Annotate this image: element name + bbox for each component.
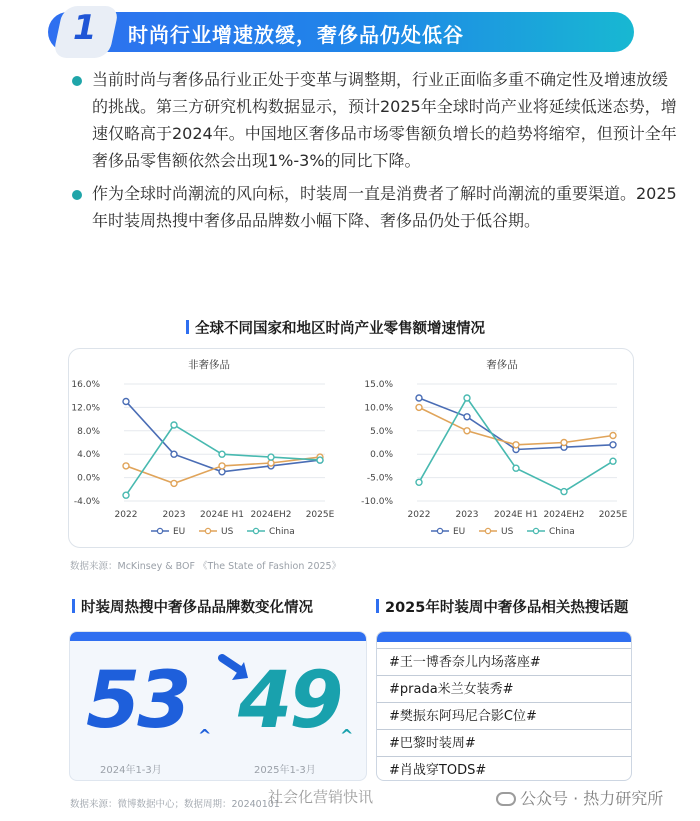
- watermark-right-text: 公众号 · 热力研究所: [520, 789, 664, 808]
- x-tick-label: 2025E: [598, 510, 628, 520]
- bullet-text: 当前时尚与奢侈品行业正处于变革与调整期，行业正面临多重不确定性及增速放缓的挑战。第三方研究机构数据显示，预计2025年全球时尚产业将延续低迷态势，增速仅略高于2024年。中国地区奢侈品市场零售额负增长的趋势将缩窄，但预计全年奢侈品零售额依然会出现1%-3%的同比下降。: [92, 70, 677, 170]
- hot-topics-panel: [376, 631, 632, 781]
- data-point-china: [317, 457, 323, 463]
- y-tick-label: 16.0%: [71, 380, 100, 390]
- data-point-china: [610, 458, 616, 464]
- legend-label: EU: [453, 527, 466, 537]
- brand-source: 数据来源：微博数据中心；数据周期：20240101: [70, 799, 280, 810]
- bullet-dot-icon: [72, 190, 82, 200]
- title-accent-bar: [72, 599, 75, 613]
- data-point-china: [561, 489, 567, 495]
- hot-topics-title: [376, 596, 628, 617]
- watermark-right: [496, 786, 663, 809]
- legend-marker: [205, 528, 210, 533]
- x-tick-label: 2024EH2: [250, 510, 292, 520]
- watermark-text: 社会化营销快讯: [268, 788, 374, 806]
- y-tick-label: 5.0%: [370, 426, 393, 437]
- chart-source: 数据来源：McKinsey & BOF 《The State of Fashion 2025》: [70, 561, 342, 572]
- data-point-us: [268, 460, 274, 466]
- x-tick-label: 2023: [162, 510, 186, 520]
- data-point-us: [123, 463, 129, 469]
- hot-topic-item: #肖战穿TODS#: [377, 756, 631, 781]
- x-tick-label: 2022: [407, 510, 431, 520]
- x-tick-label: 2022: [114, 510, 138, 520]
- x-tick-label: 2024EH2: [543, 510, 585, 520]
- bullet-text: 作为全球时尚潮流的风向标，时装周一直是消费者了解时尚潮流的重要渠道。2025年时装周热搜中奢侈品品牌数小幅下降、奢侈品仍处于低谷期。: [92, 184, 677, 230]
- hot-topic-item: #prada米兰女装秀#: [377, 675, 631, 702]
- count-2025: 49: [238, 656, 341, 746]
- data-point-china: [416, 479, 422, 485]
- brand-count-panel: [69, 631, 367, 781]
- data-point-us: [513, 442, 519, 448]
- title-accent-bar: [186, 320, 189, 334]
- count-2024: 53: [86, 656, 189, 746]
- legend-marker: [157, 528, 162, 533]
- section-title: 时尚行业增速放缓，奢侈品仍处低谷: [128, 23, 464, 47]
- data-point-us: [464, 428, 470, 434]
- data-point-eu: [171, 451, 177, 457]
- data-point-eu: [464, 414, 470, 420]
- x-tick-label: 2024E H1: [200, 510, 244, 520]
- x-tick-label: 2023: [455, 510, 479, 520]
- chart-subtitle: 非奢侈品: [188, 359, 230, 371]
- y-tick-label: 10.0%: [364, 403, 393, 414]
- legend-marker: [485, 528, 490, 533]
- y-tick-label: 15.0%: [364, 380, 393, 390]
- hot-topic-item: #巴黎时装周#: [377, 729, 631, 756]
- panel-top-strip: [377, 632, 631, 642]
- chart-section-title-text: 全球不同国家和地区时尚产业零售额增速情况: [195, 321, 485, 337]
- bullet-item: [72, 180, 682, 234]
- hot-topic-item: #王一博香奈儿内场落座#: [377, 648, 631, 675]
- legend-label: EU: [173, 527, 186, 537]
- legend-marker: [253, 528, 258, 533]
- data-point-china: [513, 465, 519, 471]
- legend-marker: [533, 528, 538, 533]
- brand-count-title-text: 时装周热搜中奢侈品品牌数变化情况: [81, 600, 313, 616]
- chart-subtitle: 奢侈品: [486, 359, 518, 371]
- period-label-2024: 2024年1-3月: [100, 765, 162, 776]
- data-point-us: [219, 463, 225, 469]
- data-point-eu: [219, 469, 225, 475]
- data-point-china: [219, 451, 225, 457]
- section-number: 1: [72, 8, 97, 48]
- y-tick-label: 0.0%: [370, 450, 393, 461]
- wechat-icon: [496, 792, 516, 806]
- title-accent-bar: [376, 599, 379, 613]
- data-point-us: [416, 404, 422, 410]
- data-point-us: [561, 440, 567, 446]
- legend-label: China: [269, 527, 295, 537]
- x-tick-label: 2024E H1: [494, 510, 538, 520]
- data-point-eu: [123, 399, 129, 405]
- series-line-us: [419, 407, 613, 444]
- y-tick-label: 0.0%: [77, 473, 100, 484]
- y-tick-label: 8.0%: [77, 426, 100, 437]
- y-tick-label: -4.0%: [73, 497, 100, 507]
- data-point-us: [171, 480, 177, 486]
- data-point-china: [123, 492, 129, 498]
- period-label-2025: 2025年1-3月: [254, 765, 316, 776]
- data-point-china: [464, 395, 470, 401]
- chart-section-title: [186, 317, 485, 338]
- brand-count-title: [72, 596, 313, 617]
- bullet-item: [72, 66, 682, 174]
- legend-label: China: [549, 527, 575, 537]
- data-point-eu: [610, 442, 616, 448]
- hot-topic-item: #樊振东阿玛尼合影C位#: [377, 702, 631, 729]
- legend-label: US: [501, 527, 514, 537]
- watermark-left: [268, 786, 373, 807]
- legend-marker: [437, 528, 442, 533]
- hot-topics-title-text: 2025年时装周中奢侈品相关热搜话题: [385, 600, 629, 616]
- caret-up-icon: ^: [340, 726, 354, 745]
- y-tick-label: -5.0%: [366, 473, 393, 484]
- data-point-china: [268, 454, 274, 460]
- caret-up-icon: ^: [198, 726, 212, 745]
- y-tick-label: -10.0%: [361, 497, 393, 507]
- charts-svg: [69, 349, 635, 549]
- bullet-dot-icon: [72, 76, 82, 86]
- chart-panel: [68, 348, 634, 548]
- data-point-eu: [416, 395, 422, 401]
- y-tick-label: 4.0%: [77, 450, 100, 461]
- x-tick-label: 2025E: [305, 510, 335, 520]
- bullet-list: [72, 66, 682, 240]
- data-point-us: [610, 433, 616, 439]
- panel-top-strip: [70, 632, 366, 641]
- legend-label: US: [221, 527, 234, 537]
- data-point-china: [171, 422, 177, 428]
- y-tick-label: 12.0%: [71, 403, 100, 414]
